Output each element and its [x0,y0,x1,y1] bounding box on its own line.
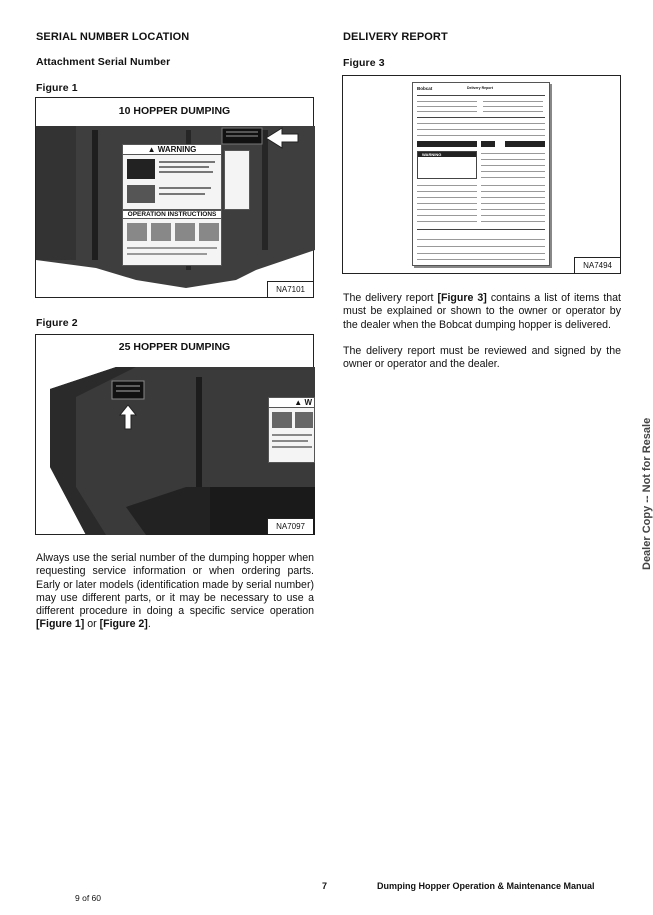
figure-1-title: 10 HOPPER DUMPING [118,105,231,117]
figure-2-label: Figure 2 [36,317,78,329]
figure-2-image [35,334,314,535]
bobcat-logo: Bobcat [417,86,433,91]
figure-1-reference: [Figure 1] [36,618,85,631]
warning-decal-2-graphic [269,408,314,460]
serial-number-paragraph [36,552,314,632]
operation-instructions-graphic [123,219,221,265]
delivery-report-paragraph-1-end: contains a list of items that must be explained or shown to the owner or operator by the dealer when the Bobcat dumping hopper is delivered. [343,292,621,331]
warning-decal-2 [268,397,315,463]
warning-decal [122,144,222,210]
figure-1-label: Figure 1 [36,82,78,94]
serial-number-paragraph-end: . [147,618,151,631]
warning-decal-label: ▲ WARNING [123,145,221,155]
serial-number-paragraph-text: Always use the serial number of the dumping hopper when requesting service information or when ordering parts. Early or later models (identification made by serial number) may use different parts, or it may be necessary to use a different procedure in doing a specific service operation [36,552,314,618]
delivery-report-paragraph-1-text: The delivery report [343,292,438,304]
figure-2-title: 25 HOPPER DUMPING [118,341,231,353]
figure-1-image [35,97,314,298]
warning-decal-graphic [123,155,221,207]
figure-3-image [342,75,621,274]
operation-instructions-label: OPERATION INSTRUCTIONS [123,211,221,219]
operation-instructions-decal [122,210,222,266]
manual-title: Dumping Hopper Operation & Maintenance Manual [377,881,595,891]
page-number: 7 [322,881,328,891]
capacity-decal [224,150,250,210]
delivery-report-heading: DELIVERY REPORT [343,31,448,43]
delivery-report-form [412,82,550,266]
serial-number-location-heading: SERIAL NUMBER LOCATION [36,31,190,43]
figure-1-code: NA7101 [267,281,313,297]
serial-number-paragraph-conjunction: or [84,618,100,631]
figure-2-code: NA7097 [267,518,313,534]
form-title: Delivery Report [467,86,493,90]
delivery-report-paragraph-1 [343,292,621,332]
page-count: 9 of 60 [75,893,101,903]
form-warning-label: WARNING [418,152,476,157]
figure-3-label: Figure 3 [343,57,385,69]
warning-decal-2-label: ▲ W [269,398,314,408]
attachment-serial-number-heading: Attachment Serial Number [36,56,171,68]
form-warning-box [417,151,477,179]
delivery-report-paragraph-2: The delivery report must be reviewed and signed by the owner or operator and the dealer. [343,345,621,371]
figure-2-reference: [Figure 2] [99,618,148,631]
dealer-copy-sidebar: Dealer Copy -- Not for Resale [641,417,653,570]
figure-3-reference: [Figure 3] [437,292,487,304]
figure-3-code: NA7494 [574,257,620,273]
